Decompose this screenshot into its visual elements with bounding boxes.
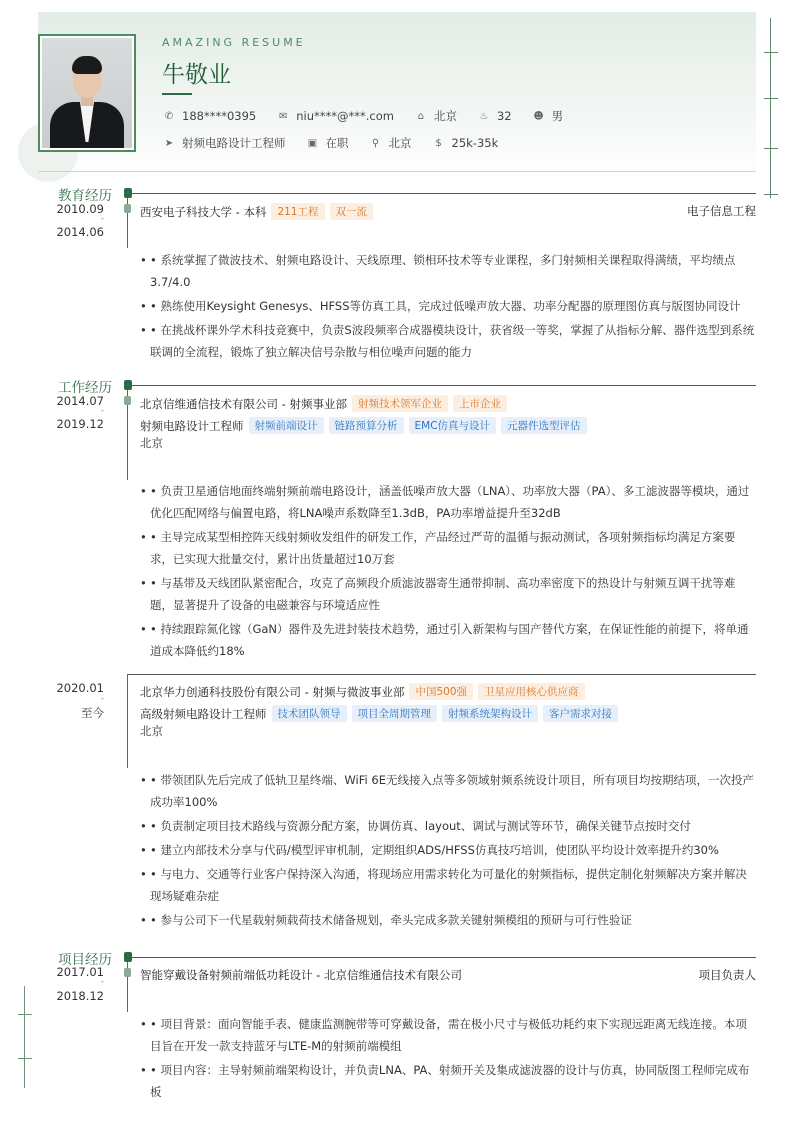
- list-item: • • 参与公司下一代星载射频载荷技术储备规划，牵头完成多款关键射频模组的预研与可行性验证: [140, 909, 756, 931]
- list-item: • • 系统掌握了微波技术、射频电路设计、天线原理、锁相环技术等专业课程，多门射频相关课程取得满绩，平均绩点3.7/4.0: [140, 249, 756, 293]
- decorative-tick: [18, 1014, 32, 1015]
- school-tag: 双一流: [330, 203, 374, 220]
- section-line: [128, 385, 756, 386]
- city-item: [369, 135, 412, 151]
- section-marker: [124, 380, 132, 390]
- school-name: 西安电子科技大学 - 本科: [140, 204, 267, 219]
- gender-icon: ☻: [533, 110, 544, 122]
- job-intent-row: [162, 135, 518, 151]
- skill-tag: 链路预算分析: [329, 417, 404, 434]
- project-role: 项目负责人: [698, 968, 756, 982]
- skill-tag: 客户需求对接: [543, 705, 618, 722]
- section-title-project: 项目经历: [58, 952, 112, 968]
- age-text: 32: [496, 109, 512, 123]
- company-tag: 卫星应用核心供应商: [478, 683, 585, 700]
- work-role-row: [140, 705, 618, 722]
- cake-icon: ♨: [479, 110, 489, 122]
- work-bullets: [140, 480, 756, 664]
- company-name: 北京华力创通科技股份有限公司 - 射频与微波事业部: [140, 684, 405, 699]
- project-start-date: 2017.01: [56, 965, 104, 979]
- section-title-work: 工作经历: [58, 380, 112, 396]
- entry-marker: [124, 396, 131, 405]
- phone-icon: ✆: [164, 110, 174, 122]
- skill-tag: EMC仿真与设计: [409, 417, 497, 434]
- entry-marker: [124, 204, 131, 213]
- header-divider: [38, 171, 756, 172]
- position-text: 射频电路设计工程师: [182, 136, 286, 150]
- decorative-rail: [770, 18, 771, 198]
- education-school-row: [140, 203, 373, 220]
- date-separator: -: [100, 214, 104, 224]
- date-separator: -: [100, 977, 104, 987]
- header-background: [38, 12, 756, 182]
- list-item: • • 建立内部技术分享与代码/模型评审机制，定期组织ADS/HFSS仿真技巧培训，使团队平均设计效率提升约30%: [140, 839, 756, 861]
- section-line: [128, 957, 756, 958]
- work-start-date: 2020.01: [56, 681, 104, 695]
- status-text: 在职: [325, 136, 349, 150]
- entry-timeline: [127, 674, 128, 768]
- money-icon: $: [435, 137, 442, 149]
- project-bullets: [140, 1013, 756, 1105]
- work-end-date: 2019.12: [56, 417, 104, 431]
- salary-text: 25k-35k: [451, 136, 499, 150]
- list-item: • • 持续跟踪氮化镓（GaN）器件及先进封装技术趋势，通过引入新架构与国产替代方案，在保证性能的前提下，将单通道成本降低约18%: [140, 618, 756, 662]
- project-title-text: 智能穿戴设备射频前端低功耗设计 - 北京信维通信技术有限公司: [140, 968, 462, 982]
- work-start-date: 2014.07: [56, 394, 104, 408]
- resume-subtitle: AMAZING RESUME: [162, 36, 306, 49]
- decorative-tick: [18, 1058, 32, 1059]
- work-company-row: [140, 395, 507, 412]
- list-item: • • 负责卫星通信地面终端射频前端电路设计，涵盖低噪声放大器（LNA）、功率放大器（PA）、多工滤波器等模块，通过优化匹配网络与偏置电路，将LNA噪声系数降至1.3dB，PA功率增益提升至32dB: [140, 480, 756, 524]
- position-item: [162, 135, 286, 151]
- decorative-tick: [764, 98, 778, 99]
- avatar-photo: [42, 38, 132, 148]
- city-text: 北京: [388, 136, 412, 150]
- mail-icon: ✉: [279, 110, 288, 122]
- education-start-date: 2010.09: [56, 202, 104, 216]
- decorative-tick: [764, 52, 778, 53]
- work-end-date: 至今: [81, 706, 104, 720]
- date-separator: -: [100, 406, 104, 416]
- email-item: [276, 109, 394, 123]
- company-tag: 中国500强: [409, 683, 473, 700]
- work-bullets: [140, 769, 756, 933]
- list-item: • • 项目背景：面向智能手表、健康监测腕带等可穿戴设备，需在极小尺寸与极低功耗约束下实现远距离无线连接。本项目旨在开发一款支持蓝牙与LTE-M的射频前端模组: [140, 1013, 756, 1057]
- entry-divider: [128, 674, 756, 675]
- entry-marker: [124, 968, 131, 977]
- list-item: • • 与电力、交通等行业客户保持深入沟通，将现场应用需求转化为可量化的射频指标，提供定制化射频解决方案并解决现场疑难杂症: [140, 863, 756, 907]
- work-city: 北京: [140, 724, 163, 738]
- company-tag: 射频技术领军企业: [352, 395, 448, 412]
- skill-tag: 射频前端设计: [249, 417, 324, 434]
- company-tag: 上市企业: [453, 395, 507, 412]
- hometown-item: [414, 108, 457, 124]
- work-company-row: [140, 683, 585, 700]
- company-name: 北京信维通信技术有限公司 - 射频事业部: [140, 396, 347, 411]
- decorative-rail-left: [24, 986, 25, 1088]
- list-item: • • 熟练使用Keysight Genesys、HFSS等仿真工具，完成过低噪声放大器、功率分配器的原理图仿真与版图协同设计: [140, 295, 756, 317]
- briefcase-icon: ▣: [307, 137, 318, 149]
- list-item: • • 负责制定项目技术路线与资源分配方案，协调仿真、layout、调试与测试等环节，确保关键节点按时交付: [140, 815, 756, 837]
- project-end-date: 2018.12: [56, 989, 104, 1003]
- hometown-text: 北京: [433, 109, 457, 123]
- education-end-date: 2014.06: [56, 225, 104, 239]
- decorative-tick: [764, 148, 778, 149]
- list-item: • • 与基带及天线团队紧密配合，攻克了高频段介质滤波器寄生通带抑制、高功率密度下的热设计与射频互调干扰等难题，显著提升了设备的电磁兼容与环境适应性: [140, 572, 756, 616]
- work-role-row: [140, 417, 587, 434]
- gender-item: [532, 108, 564, 124]
- skill-tag: 元器件选型评估: [501, 417, 587, 434]
- school-tag: 211工程: [271, 203, 324, 220]
- salary-item: [432, 136, 499, 150]
- age-item: [477, 109, 512, 123]
- gender-text: 男: [551, 109, 564, 123]
- status-item: [306, 135, 349, 151]
- email-text: niu****@***.com: [296, 109, 394, 123]
- send-icon: ➤: [164, 137, 174, 149]
- phone-text: 188****0395: [182, 109, 257, 123]
- skill-tag: 技术团队领导: [272, 705, 347, 722]
- list-item: • • 带领团队先后完成了低轨卫星终端、WiFi 6E无线接入点等多领域射频系统设计项目，所有项目均按期结项，一次投产成功率100%: [140, 769, 756, 813]
- home-icon: ⌂: [417, 110, 425, 122]
- contact-row: [162, 108, 583, 124]
- list-item: • • 主导完成某型相控阵天线射频收发组件的研发工作，产品经过严苛的温循与振动测试，各项射频指标均满足方案要求，已实现大批量交付，累计出货量超过10万套: [140, 526, 756, 570]
- section-marker: [124, 188, 132, 198]
- avatar: [38, 34, 136, 152]
- list-item: • • 在挑战杯课外学术科技竞赛中，负责S波段频率合成器模块设计，获省级一等奖，掌握了从指标分解、器件选型到系统联调的全流程，锻炼了独立解决信号杂散与相位噪声问题的能力: [140, 319, 756, 363]
- section-line: [128, 193, 756, 194]
- skill-tag: 射频系统架构设计: [442, 705, 538, 722]
- section-title-education: 教育经历: [58, 188, 112, 204]
- location-pin-icon: ⚲: [371, 137, 380, 149]
- candidate-name: 牛敬业: [162, 62, 231, 88]
- section-marker: [124, 952, 132, 962]
- role-title: 射频电路设计工程师: [140, 418, 244, 433]
- project-title: [140, 967, 462, 983]
- date-separator: -: [100, 694, 104, 704]
- decorative-tick: [764, 194, 778, 195]
- work-city: 北京: [140, 436, 163, 450]
- list-item: • • 项目内容：主导射频前端架构设计，并负责LNA、PA、射频开关及集成滤波器的设计与仿真，协同版图工程师完成布板: [140, 1059, 756, 1103]
- name-underline: [162, 93, 192, 95]
- phone-item: [162, 109, 256, 123]
- skill-tag: 项目全周期管理: [352, 705, 438, 722]
- education-major: 电子信息工程: [687, 204, 756, 218]
- education-bullets: [140, 249, 756, 365]
- role-title: 高级射频电路设计工程师: [140, 706, 267, 721]
